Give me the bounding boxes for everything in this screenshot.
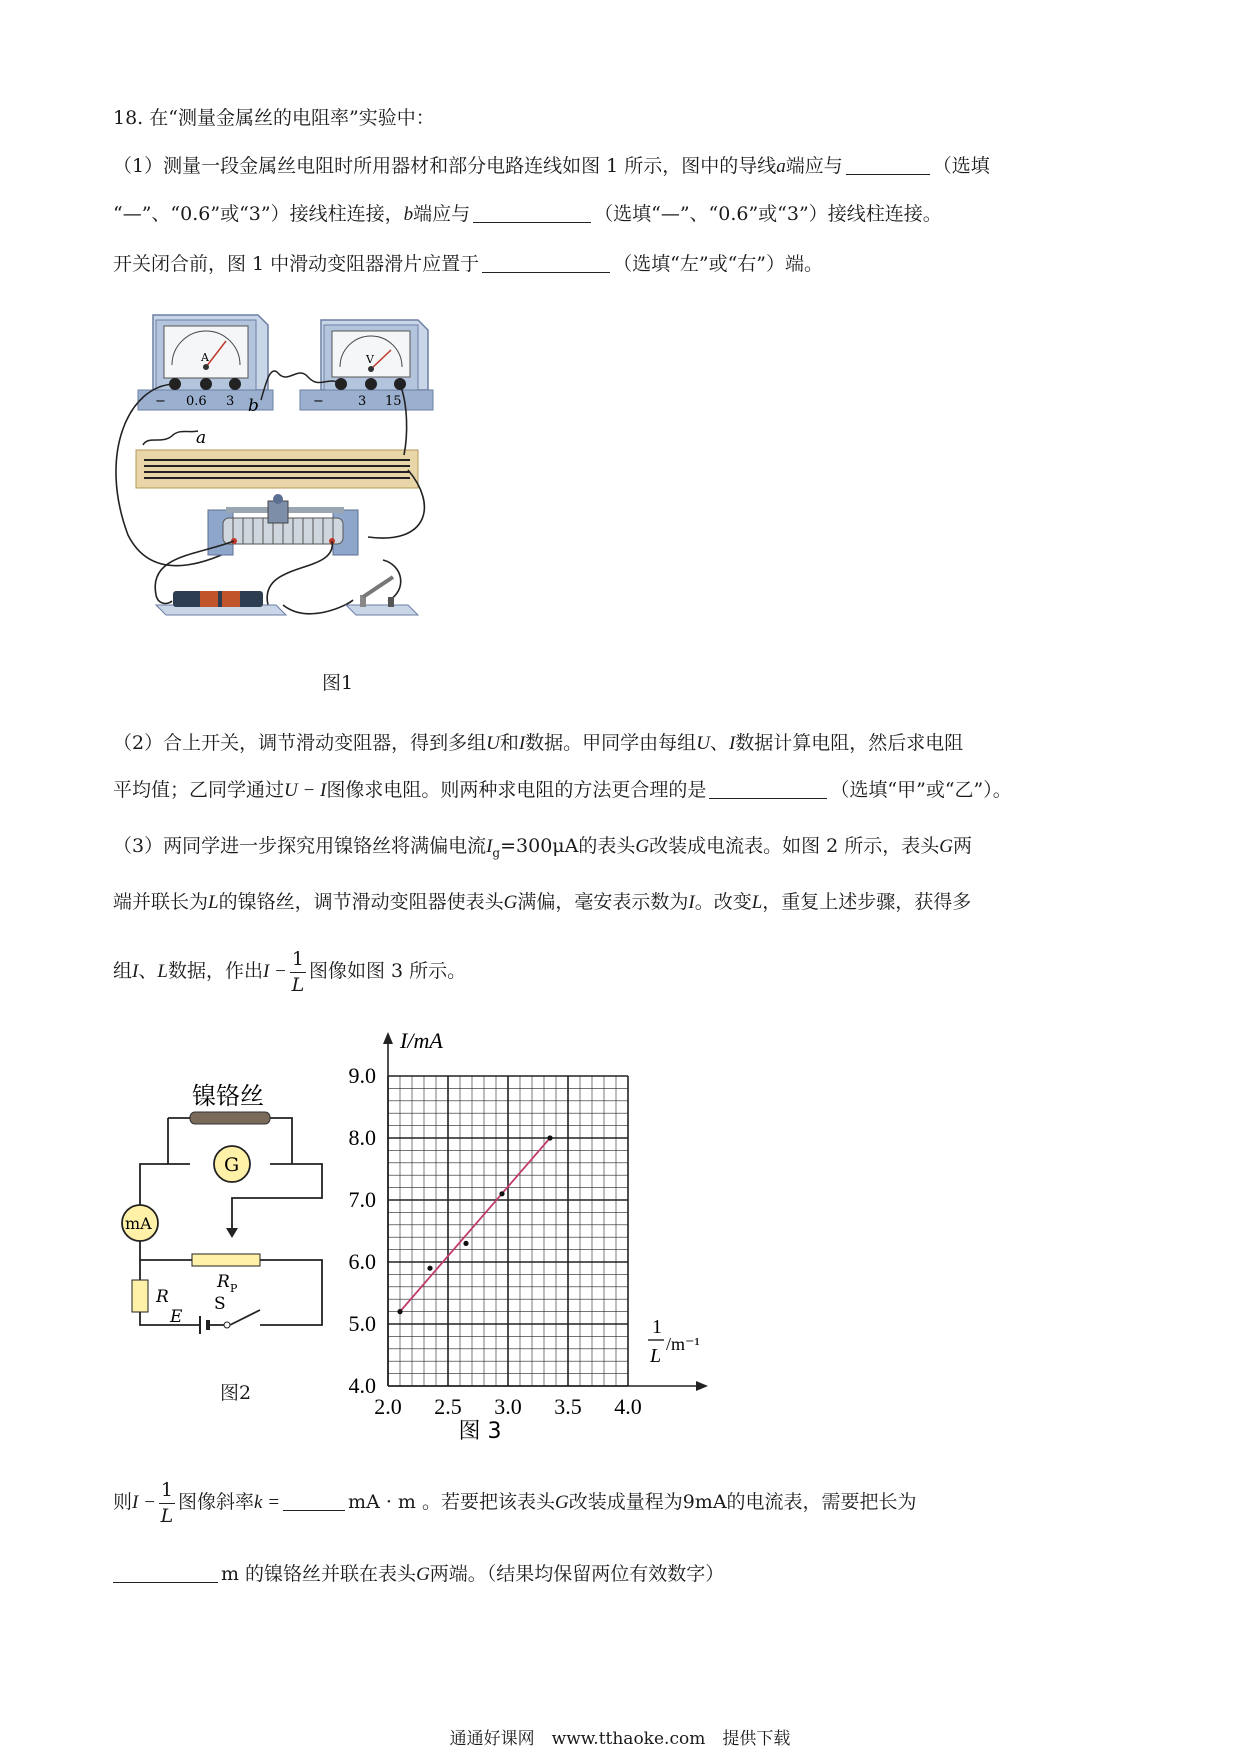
frac-num: 1 xyxy=(290,950,306,973)
voltmeter-terminal-15: 15 xyxy=(385,394,402,409)
var-u: U xyxy=(486,733,500,754)
text: （3）两同学进一步探究用镍铬丝将满偏电流 xyxy=(113,835,487,857)
text: （选填“甲”或“乙”）。 xyxy=(830,779,1012,801)
text: （选填“—”、“0.6”或“3”）接线柱连接。 xyxy=(594,203,942,225)
y-tick-label: 6.0 xyxy=(348,1249,376,1274)
y-axis-label: I/mA xyxy=(400,1028,443,1053)
var-i: I − xyxy=(262,961,287,982)
footer-text: 通通好课网 www.tthaoke.com 提供下载 xyxy=(449,1729,791,1749)
x-tick-label: 2.0 xyxy=(374,1394,402,1419)
var-ig-sub: g xyxy=(492,845,501,860)
battery xyxy=(156,591,286,615)
text: m 的镍铬丝并联在表头 xyxy=(221,1563,417,1585)
text: （2）合上开关，调节滑动变阻器，得到多组 xyxy=(113,732,487,754)
y-tick-label: 4.0 xyxy=(348,1373,376,1398)
part1-line1 xyxy=(113,152,990,181)
figure-3-caption: 图 3 xyxy=(458,1419,502,1444)
var-i: I xyxy=(728,733,736,754)
var-b: b xyxy=(403,204,414,225)
answer-blank-1[interactable] xyxy=(846,154,930,175)
ammeter-terminal-neg: − xyxy=(155,394,166,409)
rp-label: R xyxy=(217,1272,230,1292)
var-g: G xyxy=(939,836,954,857)
text: 数据计算电阻，然后求电阻 xyxy=(735,732,964,754)
range-value: 9mA xyxy=(682,1491,727,1513)
wire-a xyxy=(143,431,198,445)
answer-blank-6[interactable] xyxy=(113,1562,218,1583)
var-g: G xyxy=(416,1564,430,1585)
text: 图像斜率 xyxy=(178,1491,255,1513)
answer-blank-2[interactable] xyxy=(473,202,591,223)
voltmeter-letter: V xyxy=(366,353,374,366)
part2-line2 xyxy=(113,776,1012,805)
switch xyxy=(346,577,418,615)
ammeter-letter: A xyxy=(201,351,209,364)
text: mA · m 。若要把该表头 xyxy=(348,1491,555,1513)
figure-3-chart xyxy=(330,1028,730,1448)
data-point xyxy=(397,1309,402,1314)
var-g: G xyxy=(503,892,518,913)
data-point xyxy=(427,1266,432,1271)
y-tick-label: 7.0 xyxy=(348,1187,376,1212)
resistor-r xyxy=(132,1280,148,1312)
nichrome-wire xyxy=(190,1112,270,1124)
metal-wire-board xyxy=(136,450,418,488)
y-axis-arrow xyxy=(383,1032,393,1044)
text: （1）测量一段金属丝电阻时所用器材和部分电路连线如图 1 所示，图中的导线 xyxy=(113,155,777,177)
var-l: L xyxy=(157,961,168,982)
voltmeter xyxy=(300,320,433,410)
var-i: I xyxy=(132,961,139,982)
var-u-minus-i: U − I xyxy=(284,780,327,801)
y-tick-label: 8.0 xyxy=(348,1125,376,1150)
question-header xyxy=(113,104,435,132)
rp-sub: P xyxy=(230,1282,238,1295)
var-u: U xyxy=(696,733,710,754)
part4-line2 xyxy=(113,1560,724,1589)
text: （选填 xyxy=(932,155,990,177)
x-axis-arrow xyxy=(696,1381,708,1391)
text: 数据，作出 xyxy=(167,960,263,982)
text: 和 xyxy=(499,732,519,754)
x-tick-label: 3.0 xyxy=(494,1394,522,1419)
ammeter-terminal-3: 3 xyxy=(226,394,235,409)
s-label: S xyxy=(214,1294,226,1314)
y-tick-label: 5.0 xyxy=(348,1311,376,1336)
data-point xyxy=(463,1241,468,1246)
wire-a-label: a xyxy=(196,428,207,448)
text: 、 xyxy=(709,732,729,754)
ig-value: =300μA xyxy=(500,835,579,857)
text: 两端。（结果均保留两位有效数字） xyxy=(429,1563,725,1585)
sliding-rheostat xyxy=(208,494,358,555)
x-axis-label-unit: /m⁻¹ xyxy=(666,1334,700,1354)
text: 则 xyxy=(113,1491,133,1513)
text: 改装成量程为 xyxy=(568,1491,683,1513)
var-i: I xyxy=(518,733,526,754)
frac-den: L xyxy=(291,973,305,996)
frac-num: 1 xyxy=(159,1481,175,1504)
text: 图像如图 3 所示。 xyxy=(308,960,467,982)
var-l: L xyxy=(751,892,763,913)
text: 端应与 xyxy=(413,203,471,225)
text: 两 xyxy=(953,835,973,857)
part3-line2 xyxy=(113,888,971,917)
var-k: k = xyxy=(254,1492,281,1513)
part3-line3 xyxy=(113,945,466,998)
data-point xyxy=(547,1135,552,1140)
y-tick-label: 9.0 xyxy=(348,1063,376,1088)
figure-2-caption: 图2 xyxy=(220,1382,252,1404)
answer-blank-3[interactable] xyxy=(482,252,610,273)
text: 组 xyxy=(113,960,133,982)
text: 。改变 xyxy=(694,891,752,913)
text: 改装成电流表。如图 2 所示，表头 xyxy=(649,835,940,857)
ammeter-terminal-06: 0.6 xyxy=(186,394,207,409)
question-intro: 在“测量金属丝的电阻率”实验中： xyxy=(149,107,435,129)
voltmeter-terminal-3: 3 xyxy=(358,394,367,409)
data-point xyxy=(499,1191,504,1196)
text: （选填“左”或“右”）端。 xyxy=(613,253,824,275)
nichrome-label: 镍铬丝 xyxy=(192,1082,264,1110)
x-tick-label: 2.5 xyxy=(434,1394,462,1419)
text: 满偏，毫安表示数为 xyxy=(517,891,689,913)
text: 端并联长为 xyxy=(113,891,209,913)
var-i: I − xyxy=(132,1492,156,1513)
wire-b-label: b xyxy=(248,396,259,416)
var-g: G xyxy=(635,836,650,857)
figure-2-circuit xyxy=(110,1070,340,1360)
text: 的表头 xyxy=(578,835,636,857)
var-i: I xyxy=(688,892,695,913)
var-a: a xyxy=(776,156,786,177)
frac-den: L xyxy=(160,1504,174,1527)
answer-blank-5[interactable] xyxy=(283,1490,345,1511)
text: 的电流表，需要把长为 xyxy=(726,1491,917,1513)
fraction-1-over-l xyxy=(290,947,306,996)
var-l: L xyxy=(208,892,219,913)
x-axis-label-num: 1 xyxy=(652,1316,662,1338)
voltmeter-terminal-neg: − xyxy=(313,394,324,409)
rheostat-rp xyxy=(192,1254,260,1266)
text: 开关闭合前，图 1 中滑动变阻器滑片应置于 xyxy=(113,253,480,275)
fraction-1-over-l xyxy=(159,1478,175,1527)
text: 、 xyxy=(138,960,158,982)
part4-line1 xyxy=(113,1476,917,1529)
text: ，重复上述步骤，获得多 xyxy=(762,891,972,913)
part1-line2 xyxy=(113,200,942,229)
text: 端应与 xyxy=(785,155,843,177)
figure-1-caption: 图1 xyxy=(322,672,354,694)
milliammeter-label: mA xyxy=(125,1214,152,1233)
galvanometer-label: G xyxy=(224,1154,240,1176)
r-label: R xyxy=(156,1287,169,1307)
text: 平均值；乙同学通过 xyxy=(113,779,285,801)
answer-blank-4[interactable] xyxy=(709,778,827,799)
text: 数据。甲同学由每组 xyxy=(525,732,697,754)
part2-line1 xyxy=(113,729,963,758)
text: 的镍铬丝，调节滑动变阻器使表头 xyxy=(218,891,504,913)
x-tick-label: 4.0 xyxy=(614,1394,642,1419)
var-ig: I xyxy=(486,836,493,857)
var-g: G xyxy=(554,1492,569,1513)
e-label: E xyxy=(170,1307,183,1327)
part3-line1 xyxy=(113,832,972,867)
x-tick-label: 3.5 xyxy=(554,1394,582,1419)
text: “—”、“0.6”或“3”）接线柱连接， xyxy=(113,203,404,225)
text: 图像求电阻。则两种求电阻的方法更合理的是 xyxy=(326,779,707,801)
figure-1-circuit xyxy=(108,305,488,645)
x-axis-label-den: L xyxy=(650,1345,662,1367)
question-number: 18. xyxy=(113,107,144,129)
part1-line3 xyxy=(113,250,823,278)
